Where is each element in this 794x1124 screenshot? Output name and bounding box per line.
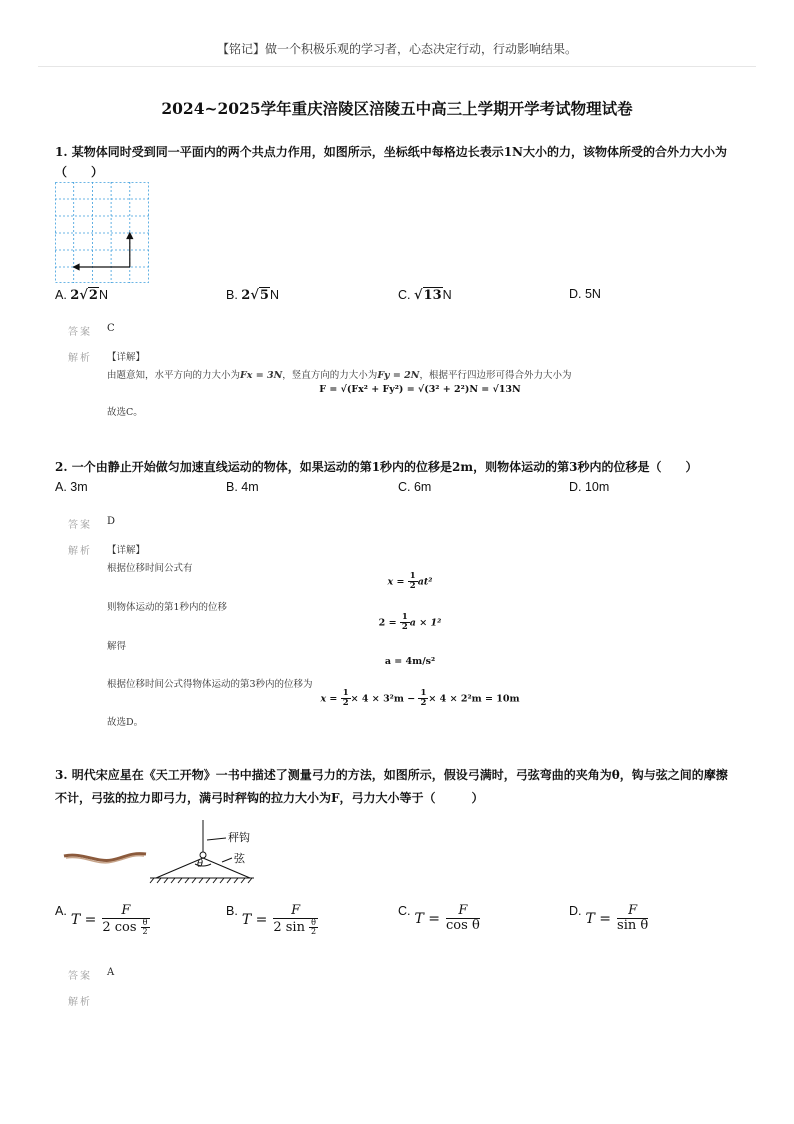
q1-force-grid-figure: [55, 182, 150, 284]
sqrt-icon: √: [250, 288, 259, 303]
q1-answer-label: 答案: [68, 327, 92, 338]
option-numerator: F: [273, 904, 318, 919]
q3-analysis-label: 解析: [68, 997, 92, 1008]
q1-option-c: [398, 287, 452, 303]
q3-option-c: [398, 904, 480, 934]
eq-denominator: 2: [409, 581, 416, 592]
option-denominator: cos θ: [446, 918, 480, 934]
exp-text: 由题意知，水平方向的力大小为: [107, 370, 241, 381]
q3-stem-line1: 3. 明代宋应星在《天工开物》一书中描述了测量弓力的方法，如图所示，假设弓满时，弓弦弯曲的夹角为θ，钩与弦之间的摩擦: [55, 768, 728, 782]
q3-answer: A: [107, 967, 115, 978]
eq-numerator: 1: [409, 571, 416, 581]
q3-option-a: [55, 904, 150, 936]
q1-explanation-line1: [107, 367, 607, 381]
angle-numerator: θ: [142, 918, 148, 928]
q2-explanation-line4: 根据位移时间公式得物体运动的第3秒内的位移为: [107, 679, 313, 690]
option-letter: B.: [226, 288, 238, 302]
angle-numerator: θ: [311, 918, 316, 928]
q1-detail-label: 【详解】: [107, 352, 146, 363]
q2-option-c: C. 6m: [398, 480, 432, 494]
q3-bow-figure: [62, 818, 262, 884]
q1-option-a: [55, 287, 108, 303]
exp-text: ，根据平行四边形可得合外力大小为: [419, 370, 572, 381]
grid-lines: [55, 182, 149, 283]
option-numerator: F: [446, 904, 480, 919]
bow-illustration: [64, 854, 146, 863]
option-letter: A.: [55, 904, 67, 918]
q2-answer-label: 答案: [68, 520, 92, 531]
eq-denominator: 2: [401, 622, 408, 633]
fig-label-string: 弦: [234, 852, 245, 865]
option-math: √13: [413, 288, 442, 303]
q2-explanation-line3: 解得: [107, 641, 127, 652]
q2-equation-1: [370, 572, 450, 592]
option-lhs: T =: [414, 910, 441, 927]
q2-explanation-line1: 根据位移时间公式有: [107, 563, 193, 574]
angle-denominator: 2: [310, 927, 317, 937]
exp-math-fy: Fy = 2N: [377, 370, 420, 381]
q3-stem-line2: 不计，弓弦的拉力即弓力，满弓时秤钩的拉力大小为F，弓力大小等于（ ）: [55, 791, 484, 805]
q2-equation-3: a = 4m/s²: [384, 656, 436, 667]
ground-hatch: [150, 878, 254, 883]
option-numerator: F: [617, 904, 648, 919]
q2-answer: D: [107, 516, 116, 527]
q1-stem: 1. 某物体同时受到同一平面内的两个共点力作用，如图所示，坐标纸中每格边长表示1N大小的力，该物体所受的合外力大小为: [55, 145, 728, 159]
q1-explanation-conclusion: 故选C。: [107, 407, 143, 418]
option-lhs: T =: [585, 910, 612, 927]
fig-label-theta: θ: [197, 859, 204, 870]
header-divider: [38, 66, 756, 67]
exp-math-fx: Fx = 3N: [240, 370, 283, 381]
option-letter: D.: [569, 904, 582, 918]
option-unit: N: [98, 288, 108, 302]
q2-equation-4: [310, 689, 530, 709]
eq-denominator: 2: [420, 698, 427, 709]
sqrt-icon: √: [413, 288, 423, 303]
eq-text: x =: [387, 576, 405, 588]
q2-stem: 2. 一个由静止开始做匀加速直线运动的物体，如果运动的第1秒内的位移是2m，则物体运动的第3秒内的位移是（ ）: [55, 460, 698, 474]
option-denominator: 2 sin: [273, 920, 305, 936]
option-letter: B.: [226, 904, 238, 918]
q1-answer: C: [107, 323, 115, 334]
sqrt-icon: √: [79, 288, 88, 303]
eq-denominator: 2: [342, 698, 349, 709]
option-denominator: 2 cos: [102, 920, 137, 936]
q1-analysis-label: 解析: [68, 353, 92, 364]
q2-explanation-line2: 则物体运动的第1秒内的位移: [107, 602, 228, 613]
option-numerator: F: [102, 904, 149, 919]
q2-equation-2: [370, 613, 450, 633]
force-arrows: [74, 233, 133, 270]
q1-stem-paren: （ ）: [55, 165, 104, 179]
eq-numerator: 1: [420, 688, 427, 698]
q1-explanation-equation: F = √(Fx² + Fy²) = √(3² + 2²)N = √13N: [319, 384, 521, 395]
q2-explanation-conclusion: 故选D。: [107, 717, 144, 728]
q3-option-d: [569, 904, 648, 934]
option-letter: D.: [569, 287, 582, 301]
q2-option-d: D. 10m: [569, 480, 610, 494]
eq-text: x =: [320, 693, 338, 705]
exp-text: ，竖直方向的力大小为: [282, 370, 378, 381]
angle-denominator: 2: [142, 927, 148, 937]
option-value: 5N: [584, 287, 601, 301]
q2-option-a: A. 3m: [55, 480, 88, 494]
eq-text: × 4 × 3²m −: [350, 693, 416, 705]
motto: 【铭记】做一个积极乐观的学习者，心态决定行动，行动影响结果。: [216, 42, 577, 56]
q2-detail-label: 【详解】: [107, 545, 146, 556]
fig-label-hook: 秤钩: [228, 831, 250, 844]
option-lhs: T =: [241, 912, 268, 929]
q3-answer-label: 答案: [68, 971, 92, 982]
option-letter: C.: [398, 288, 411, 302]
option-letter: C.: [398, 904, 411, 918]
q1-option-d: [569, 287, 601, 301]
eq-text: a × 1²: [409, 617, 442, 629]
eq-numerator: 1: [401, 612, 408, 622]
page-title: 2024~2025学年重庆涪陵区涪陵五中高三上学期开学考试物理试卷: [161, 99, 633, 118]
q3-option-b: [226, 904, 318, 936]
option-letter: A.: [55, 288, 67, 302]
option-unit: N: [442, 288, 452, 302]
q2-analysis-label: 解析: [68, 546, 92, 557]
option-math: 2√5: [241, 288, 269, 303]
eq-numerator: 1: [342, 688, 349, 698]
eq-text: 2 =: [378, 617, 397, 629]
eq-text: × 4 × 2²m = 10m: [428, 693, 520, 705]
option-unit: N: [269, 288, 279, 302]
option-math: 2√2: [70, 288, 98, 303]
q1-option-b: [226, 287, 279, 303]
eq-text: at²: [417, 576, 433, 588]
option-denominator: sin θ: [617, 918, 649, 934]
option-lhs: T =: [70, 912, 97, 929]
q2-option-b: B. 4m: [226, 480, 259, 494]
